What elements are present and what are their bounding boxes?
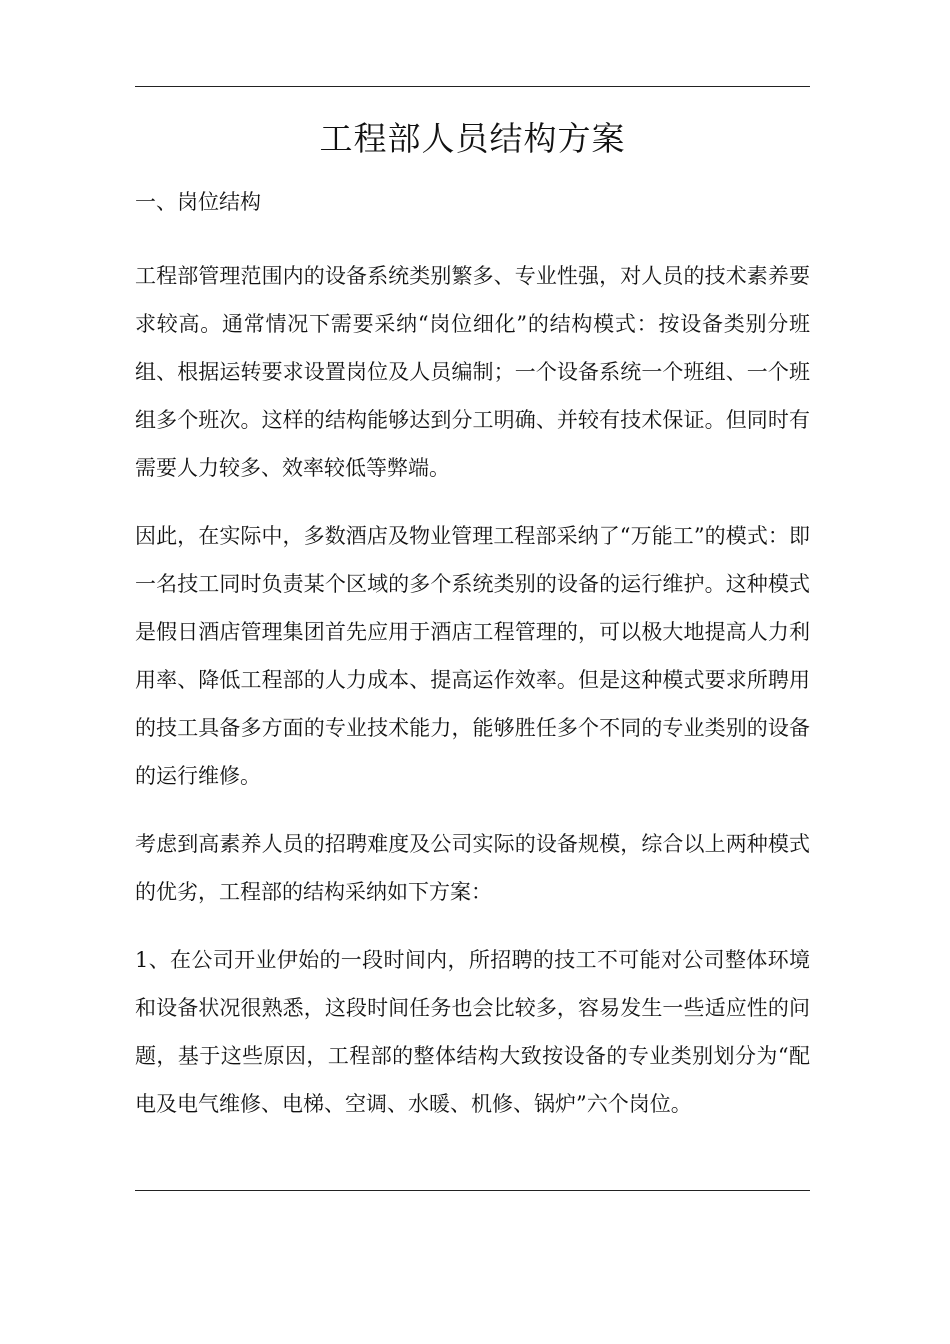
paragraph-3: 考虑到高素养人员的招聘难度及公司实际的设备规模，综合以上两种模式的优劣，工程部的结构采纳如下方案： bbox=[135, 832, 810, 904]
document-title: 工程部人员结构方案 bbox=[319, 119, 626, 158]
paragraph-4: 1、在公司开业伊始的一段时间内，所招聘的技工不可能对公司整体环境和设备状况很熟悉，这段时间任务也会比较多，容易发生一些适应性的问题，基于这些原因，工程部的整体结构大致按设备的专业类别划分为“配电及电气维修、电梯、空调、水暖、机修、锅炉”六个岗位。 bbox=[135, 948, 810, 1116]
paragraph-2: 因此，在实际中，多数酒店及物业管理工程部采纳了“万能工”的模式：即一名技工同时负责某个区域的多个系统类别的设备的运行维护。这种模式是假日酒店管理集团首先应用于酒店工程管理的，可以极大地提高人力利用率、降低工程部的人力成本、提高运作效率。但是这种模式要求所聘用的技工具备多方面的专业技术能力，能够胜任多个不同的专业类别的设备的运行维修。 bbox=[135, 524, 810, 788]
section-heading: 一、岗位结构 bbox=[135, 190, 261, 214]
paragraph-1: 工程部管理范围内的设备系统类别繁多、专业性强，对人员的技术素养要求较高。通常情况下需要采纳“岗位细化”的结构模式：按设备类别分班组、根据运转要求设置岗位及人员编制；一个设备系统一个班组、一个班组多个班次。这样的结构能够达到分工明确、并较有技术保证。但同时有需要人力较多、效率较低等弊端。 bbox=[135, 264, 810, 480]
document-body bbox=[135, 178, 810, 1128]
header-rule bbox=[135, 86, 810, 87]
footer-rule bbox=[135, 1190, 810, 1191]
